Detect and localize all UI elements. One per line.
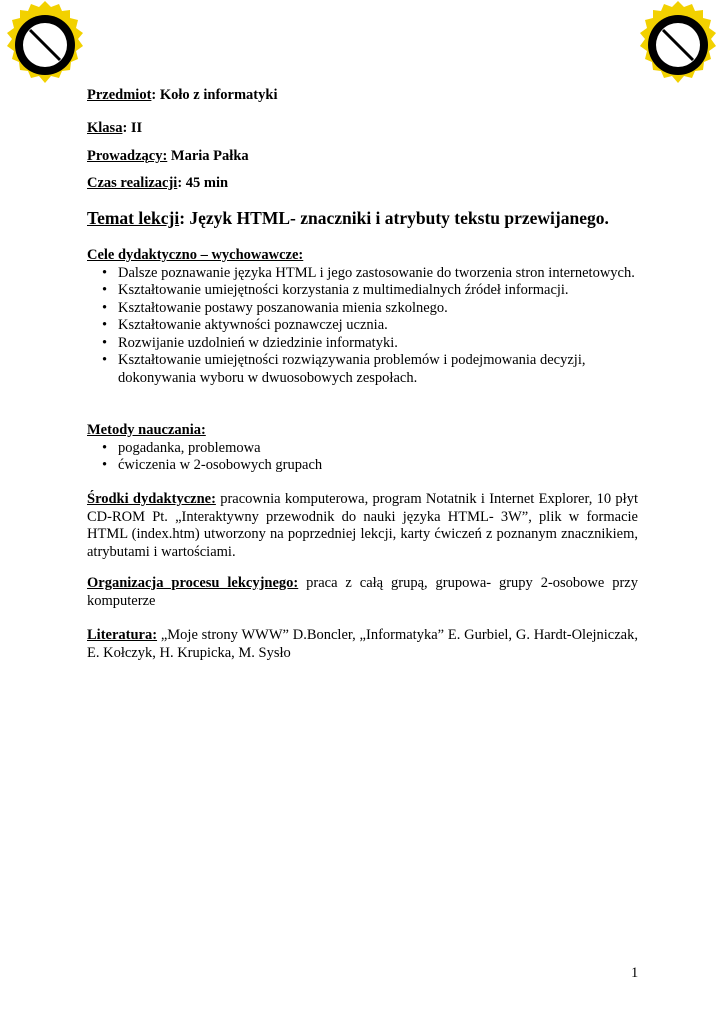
- list-item: • Kształtowanie umiejętności rozwiązywania problemów i podejmowania decyzji, dokonywania wyboru w dwuosobowych zespołach.: [87, 352, 638, 387]
- teacher-line: [87, 148, 249, 165]
- organization-text: praca z całą grupą, grupowa- grupy 2-osobowe przy komputerze: [87, 575, 638, 609]
- goals-list: [87, 265, 638, 388]
- pdf-xchange-logo-icon: [0, 0, 90, 90]
- means-section: [87, 491, 638, 561]
- means-label: Środki dydaktyczne:: [87, 491, 216, 507]
- lesson-topic: [87, 208, 609, 229]
- duration-line: [87, 175, 228, 192]
- subject-label: Przedmiot: [87, 87, 152, 103]
- list-item: • pogadanka, problemowa: [87, 440, 638, 458]
- duration-label: Czas realizacji: [87, 175, 178, 191]
- class-label: Klasa: [87, 120, 123, 136]
- goals-section: [87, 247, 638, 387]
- means-text: pracownia komputerowa, program Notatnik i Internet Explorer, 10 płyt CD-ROM Pt. „Interaktywny przewodnik do nauki języka HTML- 3W”, plik w formacie HTML (index.htm) utworzony na poprzedniej lekcji, karty ćwiczeń z poznanym znacznikiem, atrybutami i wartościami.: [87, 491, 638, 560]
- literature-label: Literatura:: [87, 627, 158, 643]
- pdf-xchange-logo-icon: [633, 0, 723, 90]
- pdf-xchange-badge-left[interactable]: [0, 0, 90, 90]
- methods-section: [87, 422, 638, 475]
- methods-list: [87, 440, 638, 475]
- duration-value: : 45 min: [177, 175, 229, 191]
- list-item: • Kształtowanie aktywności poznawczej ucznia.: [87, 317, 638, 335]
- pdf-xchange-badge-right[interactable]: [633, 0, 723, 90]
- list-item: • Kształtowanie postawy poszanowania mienia szkolnego.: [87, 300, 638, 318]
- class-value: : II: [122, 120, 143, 136]
- subject-value: : Koło z informatyki: [151, 87, 278, 103]
- teacher-label: Prowadzący:: [87, 148, 168, 164]
- literature-section: [87, 627, 638, 662]
- literature-text: „Moje strony WWW” D.Boncler, „Informatyka” E. Gurbiel, G. Hardt-Olejniczak, E. Kołczyk, H. Krupicka, M. Sysło: [87, 627, 638, 661]
- list-item: • Dalsze poznawanie języka HTML i jego zastosowanie do tworzenia stron internetowych.: [87, 265, 638, 283]
- topic-label: Temat lekcji: [87, 208, 180, 228]
- methods-title: Metody nauczania:: [87, 422, 206, 438]
- organization-section: [87, 575, 638, 610]
- list-item: • Kształtowanie umiejętności korzystania z multimedialnych źródeł informacji.: [87, 282, 638, 300]
- organization-label: Organizacja procesu lekcyjnego:: [87, 575, 299, 591]
- teacher-value: Maria Pałka: [167, 148, 249, 164]
- subject-line: [87, 87, 277, 104]
- list-item: • Rozwijanie uzdolnień w dziedzinie informatyki.: [87, 335, 638, 353]
- goals-title: Cele dydaktyczno – wychowawcze:: [87, 247, 304, 263]
- class-line: [87, 120, 142, 137]
- list-item: • ćwiczenia w 2-osobowych grupach: [87, 457, 638, 475]
- page-number: 1: [631, 965, 639, 981]
- topic-value: : Język HTML- znaczniki i atrybuty tekstu przewijanego.: [179, 208, 609, 228]
